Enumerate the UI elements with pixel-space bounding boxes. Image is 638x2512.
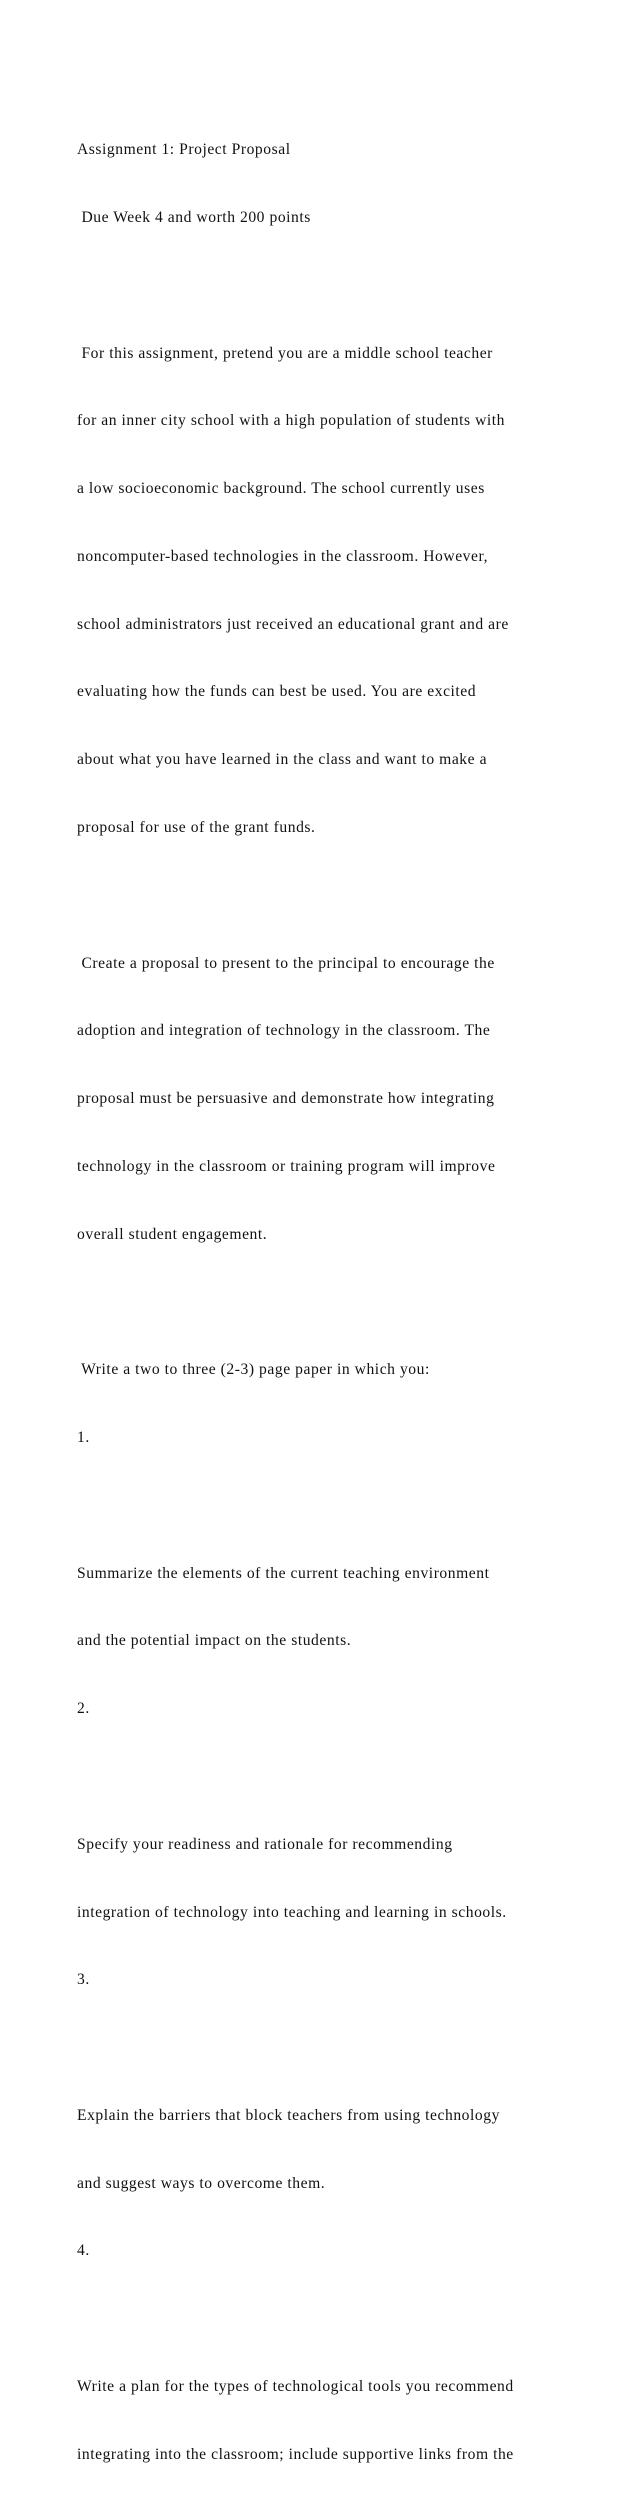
due-date-line: Due Week 4 and worth 200 points [77,208,311,226]
blank-line [77,1766,597,1789]
text-line: Explain the barriers that block teachers from using technology [77,2106,500,2124]
blank-line [77,1495,597,1518]
text-line: integrating into the classroom; include supportive links from the [77,2445,514,2463]
document-body [77,94,597,2512]
text-line: technology in the classroom or training program will improve [77,1157,496,1175]
document-title: Assignment 1: Project Proposal [77,141,291,159]
blank-line [77,275,597,298]
text-line: evaluating how the funds can best be used. You are excited [77,683,477,701]
text-line: proposal must be persuasive and demonstrate how integrating [77,1090,495,1108]
text-line: Write a two to three (2-3) page paper in which you: [77,1361,430,1379]
blank-line [77,885,597,908]
text-line: Create a proposal to present to the principal to encourage the [77,954,495,972]
text-line: Specify your readiness and rationale for recommending [77,1835,453,1853]
text-line: noncomputer-based technologies in the classroom. However, [77,547,489,565]
text-line: Summarize the elements of the current teaching environment [77,1564,490,1582]
list-number: 2. [77,1700,90,1718]
text-line: Write a plan for the types of technological tools you recommend [77,2377,514,2395]
text-line: and suggest ways to overcome them. [77,2174,326,2192]
text-line: adoption and integration of technology in the classroom. The [77,1022,491,1040]
text-line: and the potential impact on the students. [77,1632,352,1650]
text-line: a low socioeconomic background. The school currently uses [77,480,485,498]
text-line: for an inner city school with a high population of students with [77,412,506,430]
text-line: overall student engagement. [77,1225,268,1243]
blank-line [77,2308,597,2331]
blank-line [77,1291,597,1314]
list-number: 3. [77,1971,90,1989]
text-line: about what you have learned in the class and want to make a [77,751,488,769]
text-line: For this assignment, pretend you are a middle school teacher [77,344,493,362]
blank-line [77,2037,597,2060]
text-line: school administrators just received an educational grant and are [77,615,509,633]
list-number: 1. [77,1429,90,1447]
list-number: 4. [77,2242,90,2260]
text-line: integration of technology into teaching and learning in schools. [77,1903,507,1921]
text-line: proposal for use of the grant funds. [77,819,316,836]
